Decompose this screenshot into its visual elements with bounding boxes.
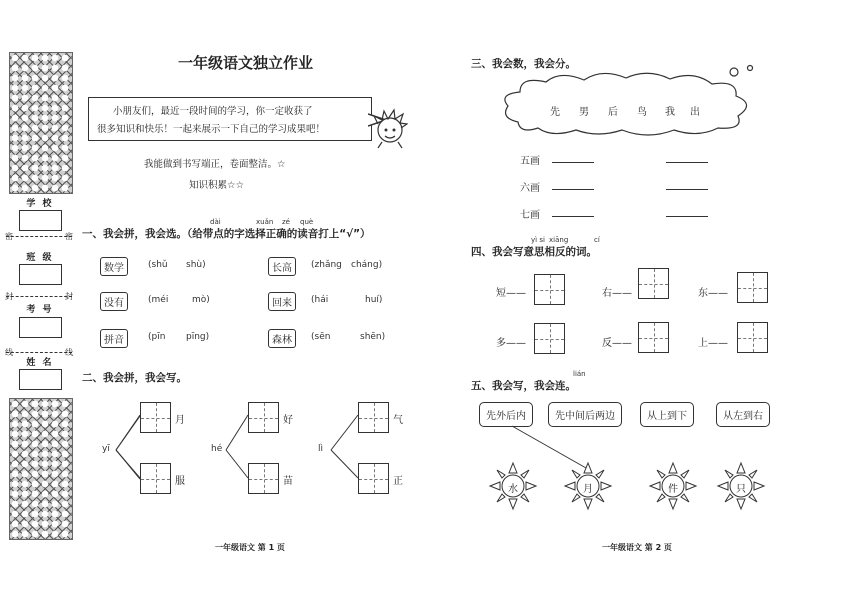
answer-blank[interactable] xyxy=(666,216,708,217)
writing-grid[interactable] xyxy=(534,323,565,354)
cloud-char: 鸟 xyxy=(637,107,647,118)
section-3-title: 三、我会数，我会分。 xyxy=(471,58,576,70)
antonym-prompt: 上—— xyxy=(698,338,728,349)
hint-char: 正 xyxy=(393,476,403,487)
stroke-order-rule[interactable]: 先中间后两边 xyxy=(548,402,622,427)
sun-char[interactable]: 水 xyxy=(508,484,518,495)
pinyin-option[interactable]: pīng) xyxy=(186,332,210,342)
pinyin-hint: què xyxy=(300,218,314,226)
hint-char: 苗 xyxy=(283,476,293,487)
cloud-char: 我 xyxy=(665,107,675,118)
pinyin-option[interactable]: shēn) xyxy=(360,332,386,342)
pinyin-option[interactable]: cháng) xyxy=(351,260,383,270)
exam-number-field[interactable] xyxy=(19,317,62,338)
school-label: 学 校 xyxy=(26,199,54,209)
hint-char: 好 xyxy=(283,415,293,426)
hint-char: 月 xyxy=(175,415,185,426)
pinyin-option[interactable]: (méi xyxy=(148,295,169,305)
stroke-order-rule[interactable]: 先外后内 xyxy=(479,402,533,427)
word-huilai: 回来 xyxy=(268,292,296,311)
writing-grid[interactable] xyxy=(737,322,768,353)
cloud-char: 先 xyxy=(550,107,560,118)
writing-grid[interactable] xyxy=(248,402,279,433)
answer-blank[interactable] xyxy=(552,216,594,217)
word-senlin: 森林 xyxy=(268,329,296,348)
stroke-order-rule[interactable]: 从左到右 xyxy=(716,402,770,427)
stroke-row-label: 七画 xyxy=(520,210,540,221)
seal-line xyxy=(6,352,72,353)
section-4-title: 四、我会写意思相反的词。 xyxy=(471,246,597,258)
hint-char: 气 xyxy=(393,415,403,426)
word-pinyin: 拼音 xyxy=(100,329,128,348)
answer-blank[interactable] xyxy=(666,162,708,163)
answer-blank[interactable] xyxy=(552,189,594,190)
writing-grid[interactable] xyxy=(358,463,389,494)
section-1-title: 一、我会拼，我会选。（给带点的字选择正确的读音打上“√”） xyxy=(82,228,371,240)
neat-writing-line: 我能做到书写端正，卷面整洁。☆ xyxy=(144,159,286,170)
school-field[interactable] xyxy=(19,210,62,231)
antonym-prompt: 短—— xyxy=(496,288,526,299)
intro-box xyxy=(88,97,372,141)
antonym-prompt: 右—— xyxy=(602,288,632,299)
knowledge-heading: 知识积累☆☆ xyxy=(189,180,245,191)
pinyin-option[interactable]: (zhǎng xyxy=(311,260,342,270)
pinyin-option[interactable]: (sēn xyxy=(311,332,331,342)
writing-grid[interactable] xyxy=(638,268,669,299)
name-field[interactable] xyxy=(19,369,62,390)
word-shuxue: 数学 xyxy=(100,257,128,276)
intro-line-1: 小朋友们，最近一段时间的学习，你一定收获了 xyxy=(113,106,313,117)
answer-blank[interactable] xyxy=(552,162,594,163)
group-pinyin: hé xyxy=(211,444,223,454)
writing-grid[interactable] xyxy=(248,463,279,494)
page-1-footer: 一年级语文 第 1 页 xyxy=(215,543,285,552)
seal-line xyxy=(6,296,72,297)
name-label: 姓 名 xyxy=(26,358,54,368)
answer-blank[interactable] xyxy=(666,189,708,190)
cloud-char: 男 xyxy=(579,107,589,118)
seal-char-feng: 封 xyxy=(5,292,13,301)
cloud-char: 后 xyxy=(608,107,618,118)
pinyin-option[interactable]: (hái xyxy=(311,295,329,305)
pinyin-option[interactable]: shù) xyxy=(186,260,206,270)
pinyin-option[interactable]: (shǔ xyxy=(148,260,168,270)
writing-grid[interactable] xyxy=(140,463,171,494)
sun-char[interactable]: 月 xyxy=(583,484,593,495)
stroke-row-label: 六画 xyxy=(520,183,540,194)
cloud-char: 出 xyxy=(690,107,700,118)
section-5-title: 五、我会写，我会连。 xyxy=(471,380,576,392)
seal-char-xian: 线 xyxy=(5,348,13,357)
pinyin-option[interactable]: huí) xyxy=(365,295,383,305)
pinyin-option[interactable]: (pīn xyxy=(148,332,166,342)
writing-grid[interactable] xyxy=(358,402,389,433)
seal-char-mi: 密 xyxy=(65,232,73,241)
class-field[interactable] xyxy=(19,264,62,285)
group-pinyin: lì xyxy=(318,444,324,454)
pinyin-hint: zé xyxy=(282,218,290,226)
antonym-prompt: 多—— xyxy=(496,338,526,349)
pinyin-hint: xuǎn xyxy=(256,218,274,226)
seal-char-mi: 密 xyxy=(5,232,13,241)
pinyin-hint: xiāng xyxy=(549,236,569,244)
sun-char[interactable]: 只 xyxy=(736,484,746,495)
word-changgao: 长高 xyxy=(268,257,296,276)
writing-grid[interactable] xyxy=(638,322,669,353)
antonym-prompt: 反—— xyxy=(602,338,632,349)
pinyin-hint: dài xyxy=(210,218,221,226)
hint-char: 服 xyxy=(175,476,185,487)
writing-grid[interactable] xyxy=(534,274,565,305)
sidebar-pattern-bottom xyxy=(9,398,73,540)
sidebar-pattern-top xyxy=(9,52,73,194)
word-meiyou: 没有 xyxy=(100,292,128,311)
page-2-footer: 一年级语文 第 2 页 xyxy=(602,543,672,552)
cloud-shape xyxy=(498,64,768,144)
seal-char-xian: 线 xyxy=(65,348,73,357)
antonym-prompt: 东—— xyxy=(698,288,728,299)
pinyin-hint: yì si xyxy=(531,236,545,244)
pinyin-hint: cí xyxy=(594,236,600,244)
writing-grid[interactable] xyxy=(737,272,768,303)
pinyin-option[interactable]: mò) xyxy=(192,295,210,305)
cartoon-kid-icon xyxy=(368,106,408,150)
exam-number-label: 考 号 xyxy=(26,305,54,315)
class-label: 班 级 xyxy=(26,253,54,263)
seal-line xyxy=(6,236,72,237)
sun-char[interactable]: 件 xyxy=(668,484,678,495)
pinyin-hint: lián xyxy=(573,370,586,378)
group-pinyin: yī xyxy=(102,444,110,454)
section-2-title: 二、我会拼，我会写。 xyxy=(82,372,187,384)
intro-line-2: 很多知识和快乐！一起来展示一下自己的学习成果吧！ xyxy=(97,124,326,135)
stroke-row-label: 五画 xyxy=(520,156,540,167)
page-title: 一年级语文独立作业 xyxy=(178,54,314,72)
seal-char-feng: 封 xyxy=(65,292,73,301)
stroke-order-rule[interactable]: 从上到下 xyxy=(640,402,694,427)
writing-grid[interactable] xyxy=(140,402,171,433)
